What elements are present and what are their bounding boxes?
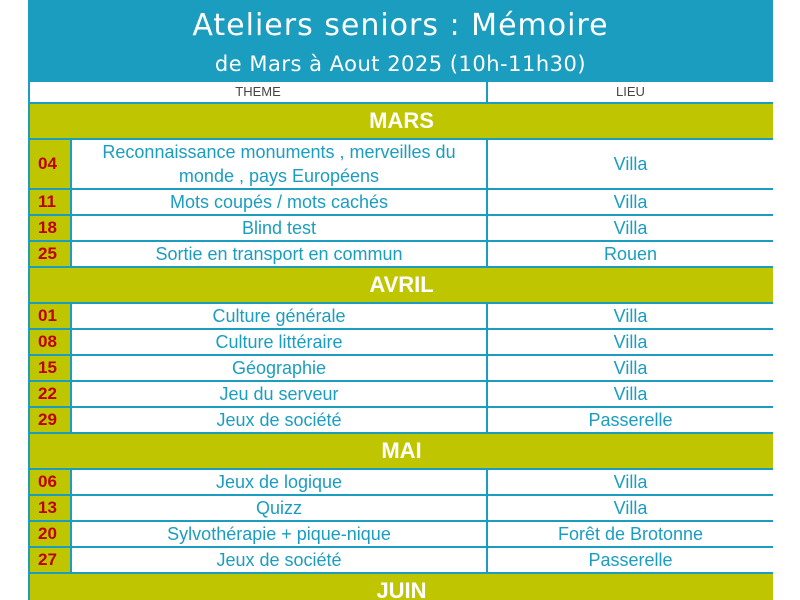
table-row [29, 355, 773, 381]
lieu-cell: Villa [487, 495, 773, 521]
lieu-cell: Villa [487, 139, 773, 189]
column-header-lieu: LIEU [487, 81, 773, 103]
month-header-row [29, 267, 773, 303]
day-cell: 11 [29, 189, 71, 215]
table-row [29, 241, 773, 267]
day-cell: 06 [29, 469, 71, 495]
theme-cell: Sylvothérapie + pique-nique [71, 521, 487, 547]
month-header-row [29, 103, 773, 139]
table-row [29, 329, 773, 355]
lieu-cell: Villa [487, 355, 773, 381]
theme-cell: Culture générale [71, 303, 487, 329]
day-cell: 15 [29, 355, 71, 381]
schedule-table [28, 80, 773, 600]
day-cell: 13 [29, 495, 71, 521]
day-cell: 04 [29, 139, 71, 189]
theme-cell: Reconnaissance monuments , merveilles du monde , pays Européens [71, 139, 487, 189]
month-name: MAI [29, 433, 773, 469]
table-row [29, 495, 773, 521]
table-row [29, 189, 773, 215]
month-name: MARS [29, 103, 773, 139]
table-row [29, 303, 773, 329]
schedule-sheet [28, 0, 773, 600]
theme-cell: Blind test [71, 215, 487, 241]
lieu-cell: Villa [487, 189, 773, 215]
theme-cell: Culture littéraire [71, 329, 487, 355]
page-subtitle: de Mars à Aout 2025 (10h-11h30) [214, 52, 587, 76]
month-name: JUIN [29, 573, 773, 600]
table-row [29, 547, 773, 573]
lieu-cell: Villa [487, 381, 773, 407]
day-cell: 18 [29, 215, 71, 241]
month-name: AVRIL [29, 267, 773, 303]
day-cell: 25 [29, 241, 71, 267]
lieu-cell: Rouen [487, 241, 773, 267]
table-row [29, 521, 773, 547]
day-cell: 29 [29, 407, 71, 433]
column-header-row [29, 81, 773, 103]
lieu-cell: Villa [487, 215, 773, 241]
day-cell: 22 [29, 381, 71, 407]
month-header-row [29, 573, 773, 600]
table-row [29, 139, 773, 189]
theme-cell: Quizz [71, 495, 487, 521]
lieu-cell: Forêt de Brotonne [487, 521, 773, 547]
lieu-cell: Passerelle [487, 407, 773, 433]
day-cell: 01 [29, 303, 71, 329]
lieu-cell: Passerelle [487, 547, 773, 573]
day-cell: 20 [29, 521, 71, 547]
table-row [29, 381, 773, 407]
page-title: Ateliers seniors : Mémoire [192, 8, 609, 43]
column-header-theme: THEME [29, 81, 487, 103]
theme-cell: Géographie [71, 355, 487, 381]
lieu-cell: Villa [487, 303, 773, 329]
lieu-cell: Villa [487, 329, 773, 355]
theme-cell: Jeu du serveur [71, 381, 487, 407]
table-row [29, 469, 773, 495]
theme-cell: Sortie en transport en commun [71, 241, 487, 267]
lieu-cell: Villa [487, 469, 773, 495]
header-banner [28, 0, 773, 80]
month-header-row [29, 433, 773, 469]
theme-cell: Mots coupés / mots cachés [71, 189, 487, 215]
day-cell: 08 [29, 329, 71, 355]
table-row [29, 407, 773, 433]
table-row [29, 215, 773, 241]
theme-cell: Jeux de société [71, 547, 487, 573]
theme-cell: Jeux de logique [71, 469, 487, 495]
day-cell: 27 [29, 547, 71, 573]
theme-cell: Jeux de société [71, 407, 487, 433]
